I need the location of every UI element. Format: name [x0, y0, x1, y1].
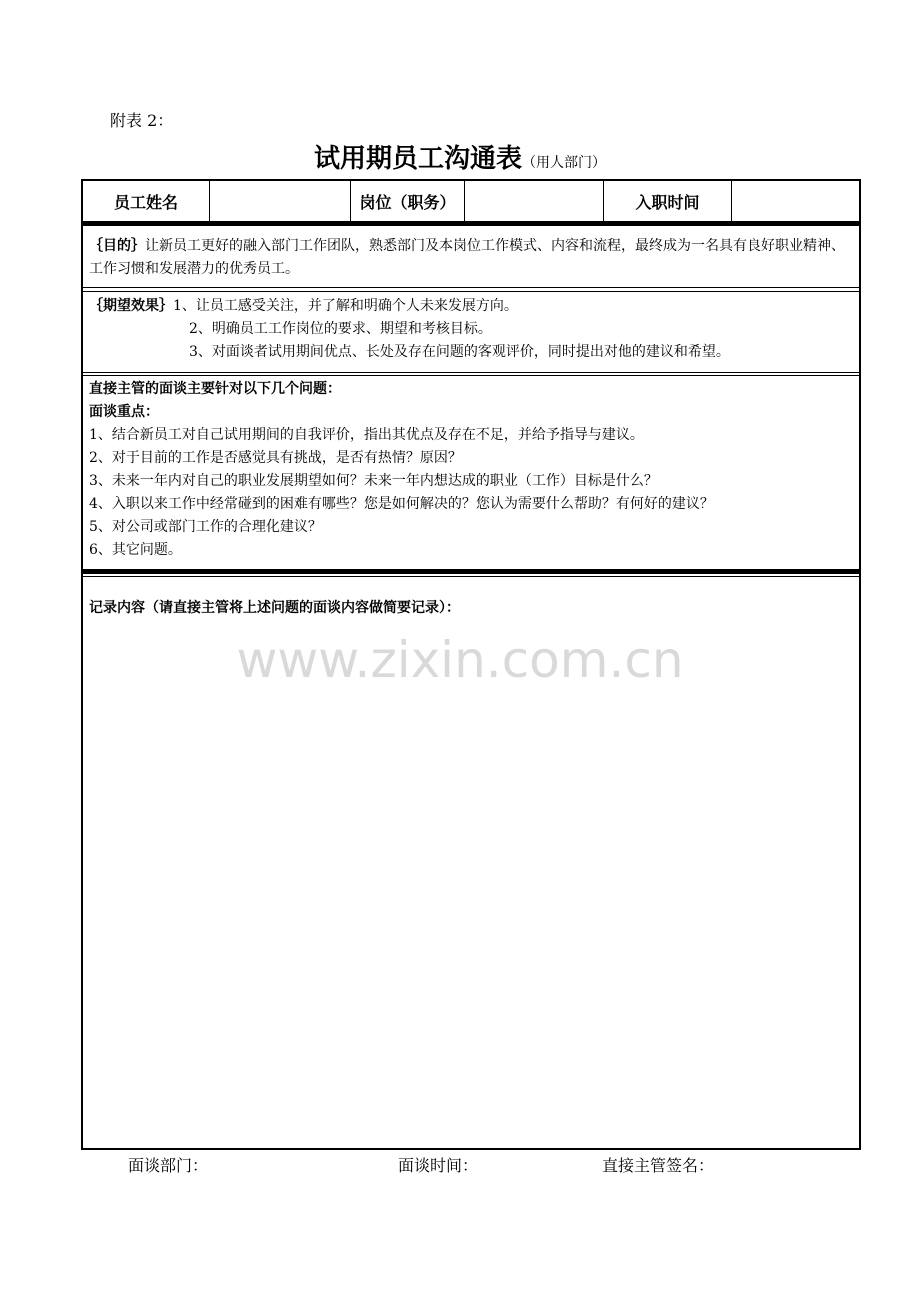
- hire-date-field[interactable]: [732, 181, 859, 221]
- focus-label: 面谈重点：: [89, 404, 159, 420]
- title-text: 试用期员工沟通表: [313, 144, 522, 174]
- question-item: 6、其它问题。: [89, 542, 182, 558]
- question-item: 2、对于目前的工作是否感觉具有挑战，是否有热情？原因？: [89, 450, 462, 466]
- watermark: www.zixin.com.cn: [236, 631, 684, 689]
- expected-label: ｛期望效果｝: [89, 298, 173, 314]
- footer-department: 面谈部门：: [128, 1156, 209, 1175]
- name-label: 员工姓名: [83, 181, 210, 221]
- page-title: [0, 138, 920, 175]
- expected-item: 1、让员工感受关注，并了解和明确个人未来发展方向。: [173, 298, 518, 314]
- divider: [83, 569, 859, 574]
- expected-item: 2、明确员工工作岗位的要求、期望和考核目标。: [189, 321, 492, 337]
- footer-signature: 直接主管签名：: [602, 1156, 715, 1175]
- title-note: （用人部门）: [522, 155, 606, 171]
- record-label: 记录内容（请直接主管将上述问题的面谈内容做简要记录）：: [89, 600, 460, 616]
- footer-time: 面谈时间：: [398, 1156, 479, 1175]
- divider: [83, 221, 859, 226]
- employee-info-row: [83, 181, 859, 222]
- position-field[interactable]: [465, 181, 604, 221]
- expected-item: 3、对面谈者试用期间优点、长处及存在问题的客观评价，同时提出对他的建议和希望。: [189, 344, 730, 360]
- name-field[interactable]: [210, 181, 351, 221]
- annex-label: 附表 2：: [110, 111, 174, 130]
- question-item: 5、对公司或部门工作的合理化建议？: [89, 519, 322, 535]
- hire-date-label: 入职时间: [604, 181, 732, 221]
- question-item: 4、入职以来工作中经常碰到的困难有哪些？您是如何解决的？您认为需要什么帮助？有何好的建议？: [89, 496, 714, 512]
- question-item: 3、未来一年内对自己的职业发展期望如何？未来一年内想达成的职业（工作）目标是什么？: [89, 473, 658, 489]
- expected-section: [83, 291, 859, 373]
- question-item: 1、结合新员工对自己试用期间的自我评价，指出其优点及存在不足，并给予指导与建议。: [89, 427, 644, 443]
- purpose-label: ｛目的｝: [89, 238, 145, 254]
- position-label: 岗位（职务）: [351, 181, 465, 221]
- questions-intro: 直接主管的面谈主要针对以下几个问题：: [89, 381, 341, 397]
- purpose-section: [83, 231, 859, 288]
- questions-section: [83, 375, 859, 567]
- purpose-text: 让新员工更好的融入部门工作团队，熟悉部门及本岗位工作模式、内容和流程，最终成为一名具有良好职业精神、工作习惯和发展潜力的优秀员工。: [89, 238, 845, 277]
